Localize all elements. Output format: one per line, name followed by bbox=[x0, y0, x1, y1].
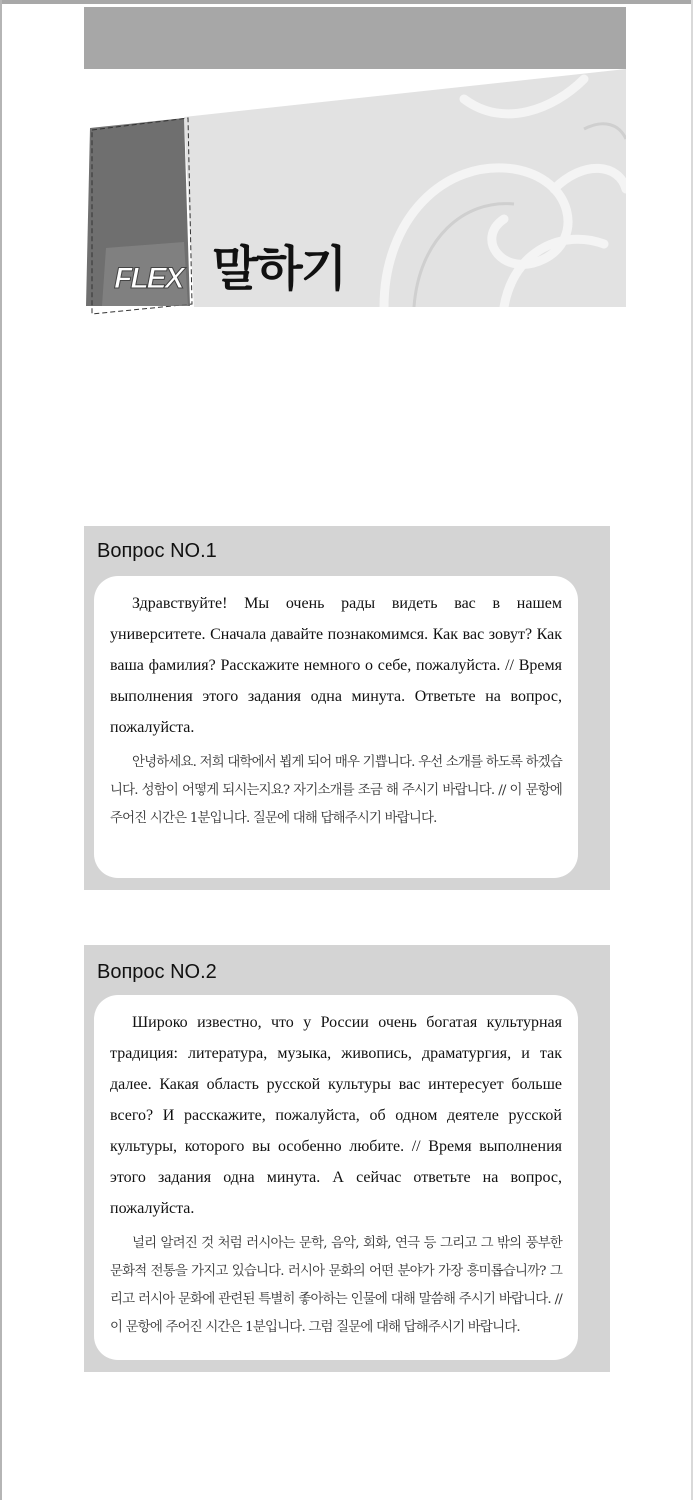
flex-logo: FLEX bbox=[114, 262, 183, 295]
question-korean-text-2: 널리 알려진 것 처럼 러시아는 문학, 음악, 회화, 연극 등 그리고 그 밖의 풍부한 문화적 전통을 가지고 있습니다. 러시아 문화의 어떤 분야가 가장 흥미롭습니까? 그리고 러시아 문화에 관련된 특별히 좋아하는 인물에 대해 말씀해 주시기 바랍니다. // 이 문항에 주어진 시간은 1분입니다. 그럼 질문에 대해 답해주시기 바랍니다. bbox=[110, 1236, 562, 1335]
question-card-2 bbox=[94, 995, 578, 1360]
question-panel-1 bbox=[84, 526, 610, 890]
banner-top-bar bbox=[84, 7, 626, 69]
question-russian-text-2: Широко известно, что у России очень богатая культурная традиция: литература, музыка, живопись, драматургия, и так далее. Какая область русской культуры вас интересует больше всего? И расскажите, пожалуйста, об одном деятеле русской культуры, которого вы особенно любите. // Время выполнения этого задания одна минута. А сейчас ответьте на вопрос, пожалуйста. bbox=[110, 1014, 562, 1217]
question-panel-2 bbox=[84, 945, 610, 1372]
question-russian-text-1: Здравствуйте! Мы очень рады видеть вас в нашем университете. Сначала давайте познакомимся. Как вас зовут? Как ваша фамилия? Расскажите немного о себе, пожалуйста. // Время выполнения этого задания одна минута. Ответьте на вопрос, пожалуйста. bbox=[110, 595, 562, 736]
question-card-1 bbox=[94, 576, 578, 878]
page-top-border bbox=[0, 0, 693, 4]
question-title-1: Вопрос NO.1 bbox=[97, 540, 217, 562]
question-title-2: Вопрос NO.2 bbox=[97, 961, 217, 983]
banner-title-area bbox=[84, 110, 644, 320]
section-heading: 말하기 bbox=[212, 241, 346, 297]
question-korean-text-1: 안녕하세요. 저희 대학에서 뵙게 되어 매우 기쁩니다. 우선 소개를 하도록 하겠습니다. 성함이 어떻게 되시는지요? 자기소개를 조금 해 주시기 바랍니다. // 이 문항에 주어진 시간은 1분입니다. 질문에 대해 답해주시기 바랍니다. bbox=[110, 755, 562, 826]
page-left-border bbox=[0, 0, 2, 1500]
